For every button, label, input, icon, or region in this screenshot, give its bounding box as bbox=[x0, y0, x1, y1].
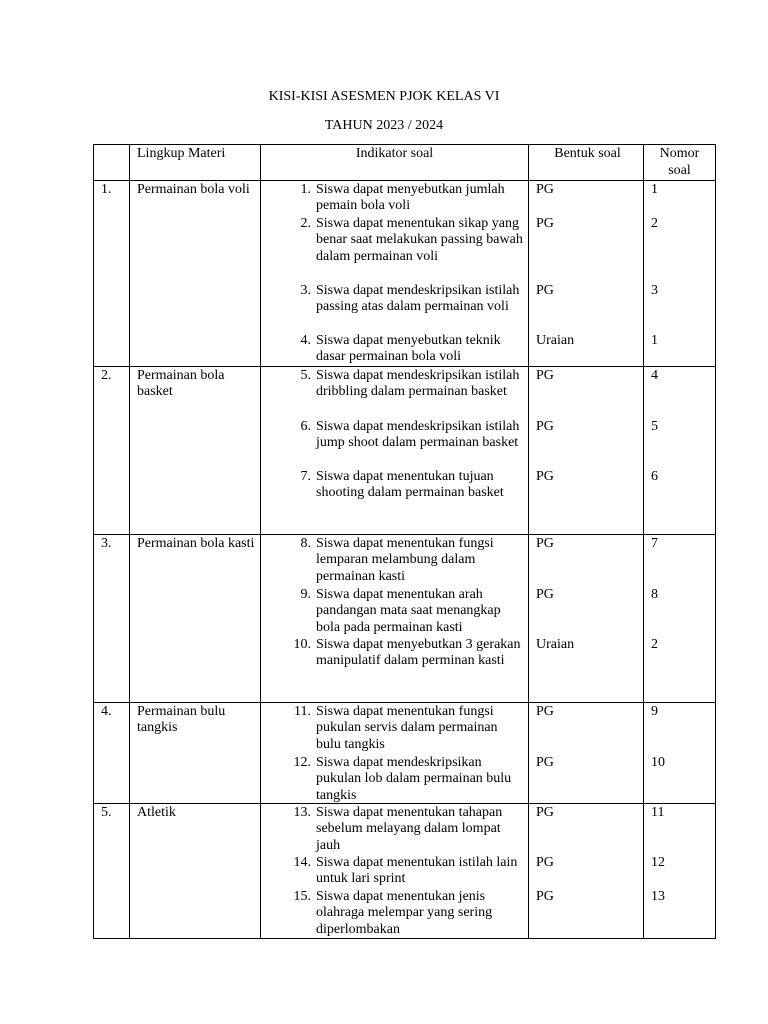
bentuk-soal-value: PG bbox=[536, 215, 554, 231]
indikator-number: 8. bbox=[300, 535, 311, 551]
indikator-number: 10. bbox=[293, 636, 311, 652]
nomor-cell bbox=[644, 803, 716, 938]
bentuk-soal-value: PG bbox=[536, 854, 554, 870]
indikator-number: 12. bbox=[293, 754, 311, 770]
indikator-item bbox=[268, 704, 524, 754]
bentuk-soal-value: PG bbox=[536, 586, 554, 602]
bentuk-soal-value: PG bbox=[536, 181, 554, 197]
indikator-text: Siswa dapat menyebutkan jumlah pemain bola voli bbox=[316, 181, 505, 214]
nomor-cell bbox=[644, 366, 716, 534]
table-row bbox=[94, 803, 716, 938]
indikator-cell bbox=[261, 366, 529, 534]
lingkup-materi: Permainan bola kasti bbox=[130, 534, 261, 702]
indikator-number: 11. bbox=[294, 703, 311, 719]
indikator-item bbox=[268, 182, 524, 216]
row-number: 4. bbox=[94, 702, 130, 803]
indikator-text: Siswa dapat menentukan tujuan shooting dalam permainan basket bbox=[316, 468, 504, 501]
indikator-item bbox=[268, 536, 524, 586]
nomor-soal-value: 4 bbox=[651, 367, 658, 383]
nomor-soal-value: 3 bbox=[651, 282, 658, 298]
indikator-item bbox=[268, 805, 524, 855]
nomor-cell bbox=[644, 702, 716, 803]
header-bentuk-soal: Bentuk soal bbox=[529, 145, 644, 181]
indikator-text: Siswa dapat menentukan istilah lain untuk lari sprint bbox=[316, 854, 518, 887]
indikator-cell bbox=[261, 180, 529, 366]
indikator-text: Siswa dapat menentukan fungsi pukulan servis dalam permainan bulu tangkis bbox=[316, 703, 498, 753]
indikator-item bbox=[268, 587, 524, 637]
indikator-number: 9. bbox=[300, 586, 311, 602]
nomor-soal-value: 1 bbox=[651, 332, 658, 348]
bentuk-soal-value: PG bbox=[536, 367, 554, 383]
indikator-number: 6. bbox=[300, 418, 311, 434]
indikator-number: 1. bbox=[300, 181, 311, 197]
indikator-text: Siswa dapat menentukan fungsi lemparan melambung dalam permainan kasti bbox=[316, 535, 494, 585]
indikator-text: Siswa dapat menentukan jenis olahraga melempar yang sering diperlombakan bbox=[316, 888, 493, 938]
nomor-soal-value: 10 bbox=[651, 754, 665, 770]
table-row bbox=[94, 702, 716, 803]
nomor-soal-value: 8 bbox=[651, 586, 658, 602]
table-row bbox=[94, 534, 716, 702]
indikator-number: 14. bbox=[293, 854, 311, 870]
table-row bbox=[94, 180, 716, 366]
indikator-text: Siswa dapat mendeskripsikan istilah jump shoot dalam permainan basket bbox=[316, 418, 520, 451]
bentuk-soal-value: PG bbox=[536, 804, 554, 820]
nomor-cell bbox=[644, 534, 716, 702]
lingkup-materi: Atletik bbox=[130, 803, 261, 938]
indikator-item bbox=[268, 755, 524, 805]
header-indikator-soal: Indikator soal bbox=[261, 145, 529, 181]
bentuk-soal-value: Uraian bbox=[536, 636, 575, 652]
indikator-item bbox=[268, 283, 524, 317]
bentuk-soal-value: PG bbox=[536, 468, 554, 484]
indikator-cell bbox=[261, 534, 529, 702]
indikator-number: 7. bbox=[300, 468, 311, 484]
row-number: 1. bbox=[94, 180, 130, 366]
nomor-soal-value: 7 bbox=[651, 535, 658, 551]
indikator-item bbox=[268, 855, 524, 889]
indikator-text: Siswa dapat menentukan sikap yang benar saat melakukan passing bawah dalam permainan voli bbox=[316, 215, 523, 265]
nomor-soal-value: 9 bbox=[651, 703, 658, 719]
indikator-text: Siswa dapat menentukan tahapan sebelum melayang dalam lompat jauh bbox=[316, 804, 503, 854]
row-number: 3. bbox=[94, 534, 130, 702]
nomor-cell bbox=[644, 180, 716, 366]
bentuk-soal-value: Uraian bbox=[536, 332, 575, 348]
bentuk-soal-value: PG bbox=[536, 754, 554, 770]
bentuk-soal-value: PG bbox=[536, 418, 554, 434]
nomor-soal-value: 12 bbox=[651, 854, 665, 870]
bentuk-soal-value: PG bbox=[536, 535, 554, 551]
bentuk-soal-value: PG bbox=[536, 282, 554, 298]
document-title: KISI-KISI ASESMEN PJOK KELAS VI bbox=[268, 89, 500, 104]
table-row bbox=[94, 366, 716, 534]
indikator-item bbox=[268, 368, 524, 402]
header-no bbox=[94, 145, 130, 181]
indikator-cell bbox=[261, 702, 529, 803]
bentuk-soal-value: PG bbox=[536, 888, 554, 904]
indikator-number: 4. bbox=[300, 332, 311, 348]
lingkup-materi: Permainan bola basket bbox=[130, 366, 261, 534]
bentuk-cell bbox=[529, 180, 644, 366]
indikator-item bbox=[268, 889, 524, 939]
indikator-cell bbox=[261, 803, 529, 938]
header-nomor-soal: Nomor soal bbox=[644, 145, 716, 181]
indikator-text: Siswa dapat mendeskripsikan pukulan lob dalam permainan bulu tangkis bbox=[316, 754, 512, 804]
nomor-soal-value: 13 bbox=[651, 888, 665, 904]
bentuk-cell bbox=[529, 702, 644, 803]
indikator-text: Siswa dapat menentukan arah pandangan mata saat menangkap bola pada permainan kasti bbox=[316, 586, 501, 636]
indikator-number: 15. bbox=[293, 888, 311, 904]
lingkup-materi: Permainan bola voli bbox=[130, 180, 261, 366]
indikator-text: Siswa dapat mendeskripsikan istilah passing atas dalam permainan voli bbox=[316, 282, 520, 315]
indikator-text: Siswa dapat menyebutkan 3 gerakan manipulatif dalam perminan kasti bbox=[316, 636, 521, 669]
nomor-soal-value: 11 bbox=[651, 804, 665, 820]
lingkup-materi: Permainan bulu tangkis bbox=[130, 702, 261, 803]
indikator-item bbox=[268, 333, 524, 367]
nomor-soal-value: 5 bbox=[651, 418, 658, 434]
bentuk-cell bbox=[529, 534, 644, 702]
table-header-row bbox=[94, 145, 716, 181]
bentuk-cell bbox=[529, 366, 644, 534]
nomor-soal-value: 2 bbox=[651, 215, 658, 231]
indikator-item bbox=[268, 216, 524, 266]
nomor-soal-value: 2 bbox=[651, 636, 658, 652]
nomor-soal-value: 6 bbox=[651, 468, 658, 484]
indikator-text: Siswa dapat menyebutkan teknik dasar permainan bola voli bbox=[316, 332, 501, 365]
indikator-number: 3. bbox=[300, 282, 311, 298]
indikator-item bbox=[268, 469, 524, 503]
header-lingkup-materi: Lingkup Materi bbox=[130, 145, 261, 181]
nomor-soal-value: 1 bbox=[651, 181, 658, 197]
indikator-item bbox=[268, 419, 524, 453]
bentuk-soal-value: PG bbox=[536, 703, 554, 719]
row-number: 2. bbox=[94, 366, 130, 534]
document-subtitle: TAHUN 2023 / 2024 bbox=[324, 118, 444, 133]
kisi-kisi-table bbox=[93, 144, 716, 939]
indikator-number: 13. bbox=[293, 804, 311, 820]
indikator-item bbox=[268, 637, 524, 671]
bentuk-cell bbox=[529, 803, 644, 938]
indikator-number: 2. bbox=[300, 215, 311, 231]
row-number: 5. bbox=[94, 803, 130, 938]
indikator-number: 5. bbox=[300, 367, 311, 383]
indikator-text: Siswa dapat mendeskripsikan istilah dribbling dalam permainan basket bbox=[316, 367, 520, 400]
